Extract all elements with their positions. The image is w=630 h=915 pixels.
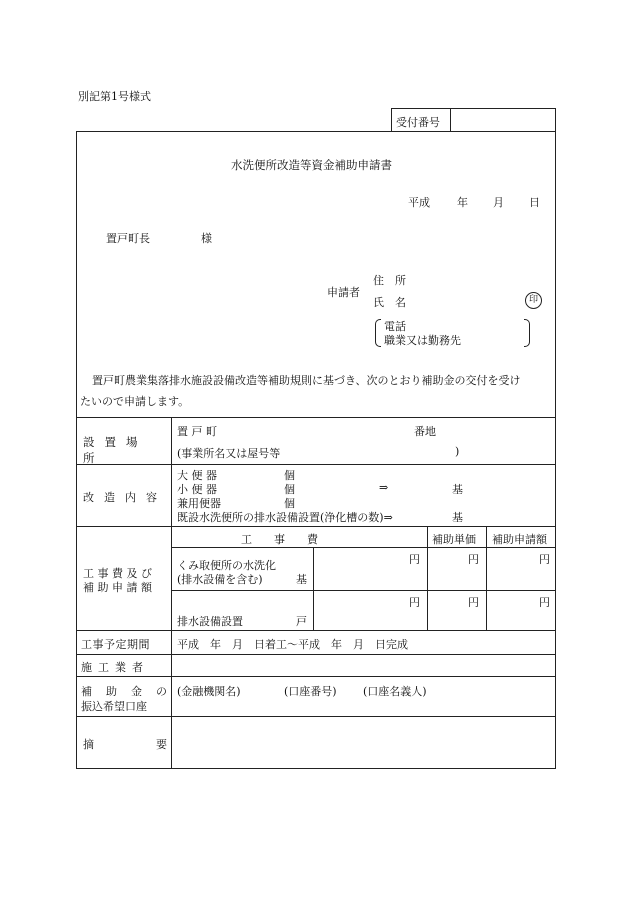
body-text-line1: 置戸町農業集落排水施設設備改造等補助規則に基づき、次のとおり補助金の交付を受け [92, 374, 521, 387]
seal-icon: 印 [525, 292, 542, 309]
cost-label-line2: 補助申請額 [83, 581, 156, 594]
cost-label-line1: 工事費及び [83, 567, 156, 580]
contractor-field[interactable] [177, 659, 547, 673]
date-month[interactable]: 月 [493, 196, 504, 209]
applicant-name-label: 氏 名 [373, 296, 406, 309]
addressee-name: 置戸町長 [106, 232, 150, 245]
occupation-label: 職業又は勤務先 [384, 334, 461, 347]
account-number-label[interactable]: (口座番号) [284, 685, 337, 698]
existing-toilet-ki: 基 [452, 511, 463, 524]
addressee-honorific: 様 [201, 232, 212, 245]
cost-row1-unit: 基 [296, 573, 307, 586]
work-cost-header: 工 事 費 [241, 533, 318, 546]
existing-toilet-label: 既設水洗便所の排水設備設置(浄化槽の数)⇒ [177, 511, 393, 524]
form-title: 水洗便所改造等資金補助申請書 [231, 158, 392, 172]
remarks-field[interactable] [177, 722, 547, 762]
cost-row1-label-line1: くみ取便所の水洗化 [177, 559, 276, 572]
cost-row1-price-yen[interactable]: 円 [468, 553, 479, 566]
cost-row2-work-yen[interactable]: 円 [409, 596, 420, 609]
request-amount-header: 補助申請額 [492, 533, 547, 546]
applicant-address-label: 住 所 [373, 274, 406, 287]
location-office-note: (事業所名又は屋号等 [177, 447, 281, 460]
unit-price-header: 補助単価 [432, 533, 476, 546]
schedule-value[interactable]: 平成 年 月 日着工～平成 年 月 日完成 [177, 638, 408, 651]
reception-number-field[interactable] [455, 114, 551, 128]
account-holder-label[interactable]: (口座名義人) [363, 685, 427, 698]
cost-row1-label-line2: (排水設備を含む) [177, 573, 263, 586]
dual-toilet-label: 兼用便器 [177, 497, 221, 510]
small-toilet-unit: 個 [284, 483, 295, 496]
cost-row1-work-yen[interactable]: 円 [409, 553, 420, 566]
form-label: 別記第1号様式 [78, 90, 151, 103]
bracket-left-icon [375, 319, 381, 347]
date-day[interactable]: 日 [529, 196, 540, 209]
remarks-label: 摘要 [83, 738, 229, 751]
cost-row2-price-yen[interactable]: 円 [468, 596, 479, 609]
location-town: 置 戸 町 [177, 425, 217, 438]
body-text-line2: たいので申請します。 [80, 395, 190, 408]
applicant-label: 申請者 [327, 286, 360, 299]
large-toilet-label: 大 便 器 [177, 469, 217, 482]
arrow-icon: ⇒ [379, 481, 389, 494]
location-label: 設置場所 [83, 435, 148, 465]
cost-row2-label: 排水設備設置 [177, 615, 243, 628]
phone-label: 電話 [384, 320, 406, 333]
schedule-label: 工事予定期間 [81, 638, 150, 651]
dual-toilet-unit: 個 [284, 497, 295, 510]
bank-label-line1: 補助金の [81, 685, 181, 698]
location-banchi: 番地 [414, 425, 436, 438]
bank-name-label[interactable]: (金融機関名) [177, 685, 241, 698]
bracket-right-icon [524, 319, 530, 347]
date-era: 平成 [408, 196, 430, 209]
small-toilet-ki: 基 [452, 483, 463, 496]
cost-row2-request-yen[interactable]: 円 [539, 596, 550, 609]
date-year[interactable]: 年 [457, 196, 468, 209]
small-toilet-label: 小 便 器 [177, 483, 217, 496]
bank-label-line2: 振込希望口座 [81, 700, 147, 713]
location-office-close: ) [455, 445, 460, 458]
contents-label: 改造内容 [83, 491, 167, 504]
cost-row1-request-yen[interactable]: 円 [539, 553, 550, 566]
reception-label: 受付番号 [396, 116, 440, 129]
large-toilet-unit: 個 [284, 469, 295, 482]
contractor-label: 施工業者 [81, 661, 149, 674]
cost-row2-unit: 戸 [296, 615, 307, 628]
